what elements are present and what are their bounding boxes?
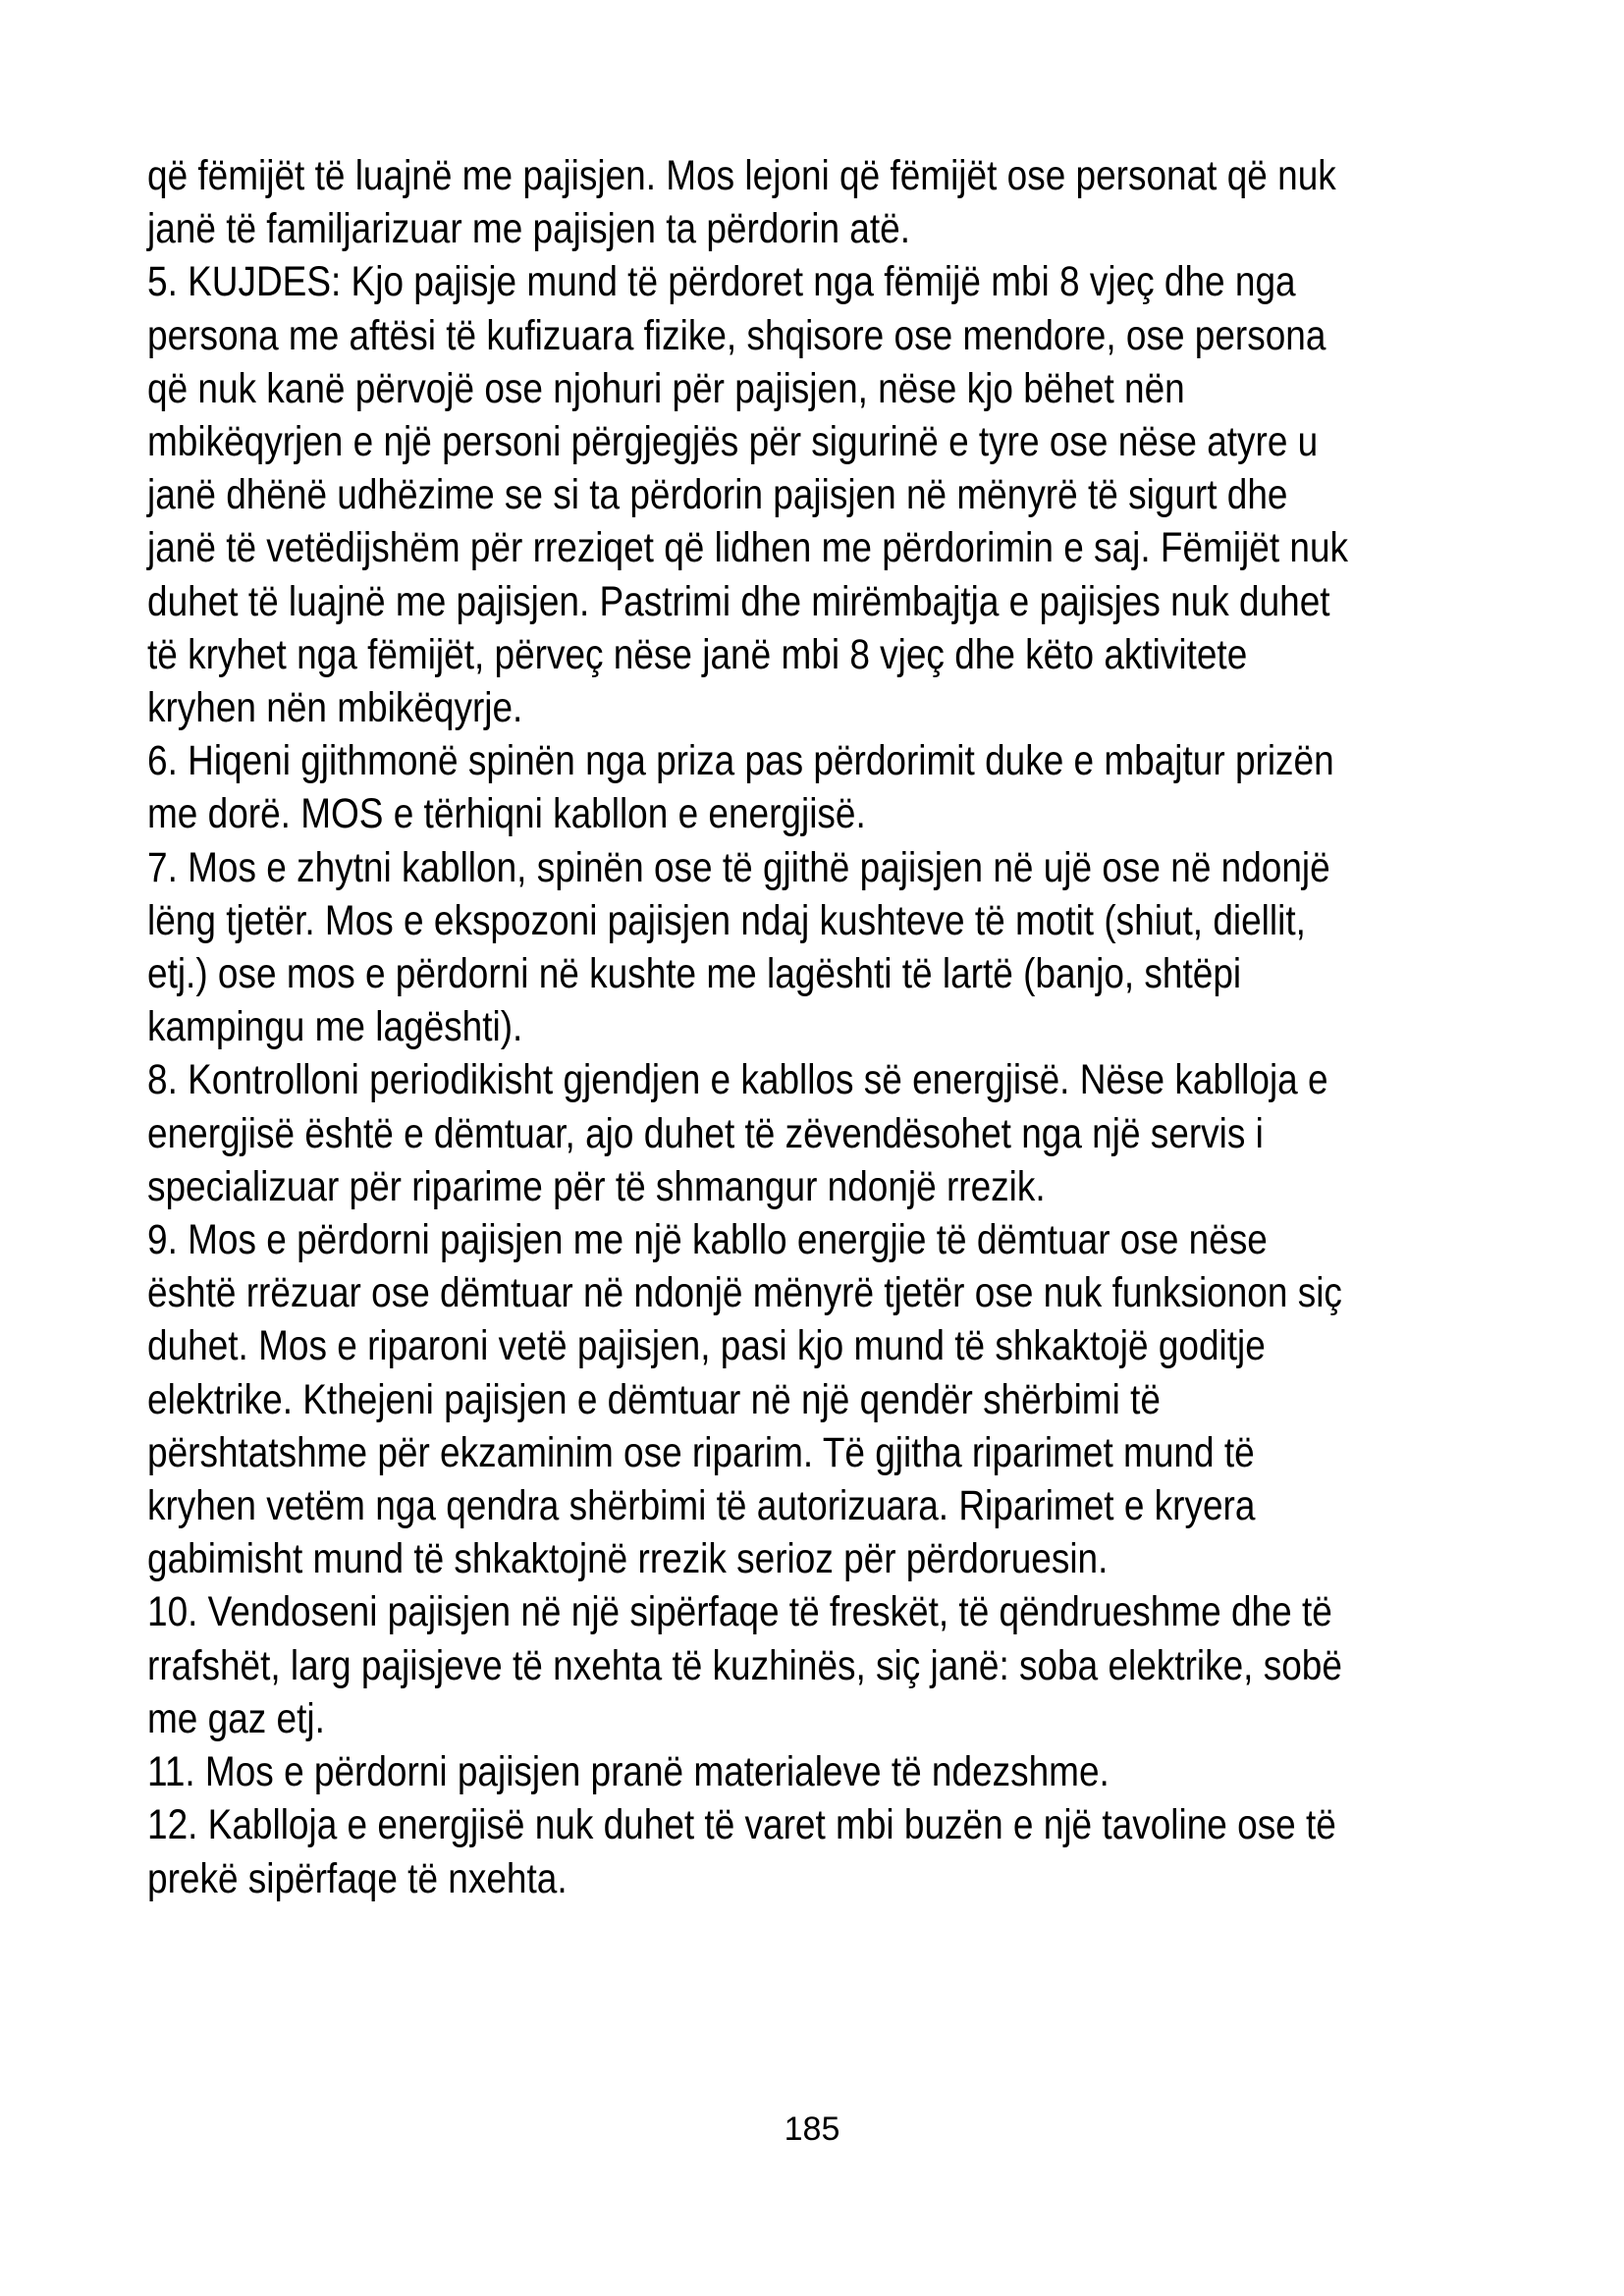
- text-line: 10. Vendoseni pajisjen në një sipërfaqe të freskët, të qëndrueshme dhe të: [147, 1588, 1332, 1636]
- text-line: 11. Mos e përdorni pajisjen pranë materialeve të ndezshme.: [147, 1748, 1110, 1796]
- body-text: [147, 149, 1355, 1905]
- text-line: kryhen nën mbikëqyrje.: [147, 684, 523, 732]
- text-line: elektrike. Kthejeni pajisjen e dëmtuar në një qendër shërbimi të: [147, 1375, 1161, 1423]
- text-line: është rrëzuar ose dëmtuar në ndonjë mënyrë tjetër ose nuk funksionon siç: [147, 1269, 1342, 1317]
- text-line: prekë sipërfaqe të nxehta.: [147, 1854, 568, 1902]
- text-line: që fëmijët të luajnë me pajisjen. Mos lejoni që fëmijët ose personat që nuk: [147, 152, 1336, 199]
- text-line: 12. Kablloja e energjisë nuk duhet të varet mbi buzën e një tavoline ose të: [147, 1801, 1336, 1849]
- text-line: 9. Mos e përdorni pajisjen me një kabllo energjie të dëmtuar ose nëse: [147, 1216, 1268, 1264]
- text-line: mbikëqyrjen e një personi përgjegjës për sigurinë e tyre ose nëse atyre u: [147, 418, 1319, 466]
- text-line: persona me aftësi të kufizuara fizike, shqisore ose mendore, ose persona: [147, 311, 1326, 359]
- text-line: rrafshët, larg pajisjeve të nxehta të kuzhinës, siç janë: soba elektrike, sobë: [147, 1641, 1342, 1689]
- text-line: të kryhet nga fëmijët, përveç nëse janë mbi 8 vjeç dhe këto aktivitete: [147, 630, 1248, 678]
- text-line: duhet të luajnë me pajisjen. Pastrimi dhe mirëmbajtja e pajisjes nuk duhet: [147, 577, 1330, 625]
- text-line: që nuk kanë përvojë ose njohuri për pajisjen, nëse kjo bëhet nën: [147, 364, 1185, 412]
- text-line: gabimisht mund të shkaktojnë rrezik serioz për përdoruesin.: [147, 1535, 1109, 1583]
- text-line: janë të vetëdijshëm për rreziqet që lidhen me përdorimin e saj. Fëmijët nuk: [147, 524, 1349, 572]
- text-line: me dorë. MOS e tërhiqni kabllon e energjisë.: [147, 790, 866, 838]
- text-line: 5. KUJDES: Kjo pajisje mund të përdoret nga fëmijë mbi 8 vjeç dhe nga: [147, 258, 1296, 306]
- text-line: janë dhënë udhëzime se si ta përdorin pajisjen në mënyrë të sigurt dhe: [147, 471, 1288, 519]
- text-line: energjisë është e dëmtuar, ajo duhet të zëvendësohet nga një servis i: [147, 1109, 1264, 1157]
- text-line: 8. Kontrolloni periodikisht gjendjen e kabllos së energjisë. Nëse kablloja e: [147, 1056, 1328, 1104]
- text-line: duhet. Mos e riparoni vetë pajisjen, pasi kjo mund të shkaktojë goditje: [147, 1322, 1266, 1370]
- text-line: etj.) ose mos e përdorni në kushte me lagështi të lartë (banjo, shtëpi: [147, 950, 1242, 998]
- text-line: lëng tjetër. Mos e ekspozoni pajisjen ndaj kushteve të motit (shiut, diellit,: [147, 896, 1306, 944]
- page-number: 185: [784, 2110, 840, 2148]
- text-line: me gaz etj.: [147, 1694, 325, 1742]
- text-line: kryhen vetëm nga qendra shërbimi të autorizuara. Riparimet e kryera: [147, 1482, 1256, 1530]
- text-line: specializuar për riparime për të shmangur ndonjë rrezik.: [147, 1162, 1046, 1210]
- text-line: përshtatshme për ekzaminim ose riparim. Të gjitha riparimet mund të: [147, 1428, 1255, 1476]
- text-line: 7. Mos e zhytni kabllon, spinën ose të gjithë pajisjen në ujë ose në ndonjë: [147, 843, 1330, 891]
- text-line: 6. Hiqeni gjithmonë spinën nga priza pas përdorimit duke e mbajtur prizën: [147, 737, 1334, 785]
- text-line: janë të familjarizuar me pajisjen ta përdorin atë.: [147, 205, 910, 253]
- text-line: kampingu me lagështi).: [147, 1003, 523, 1051]
